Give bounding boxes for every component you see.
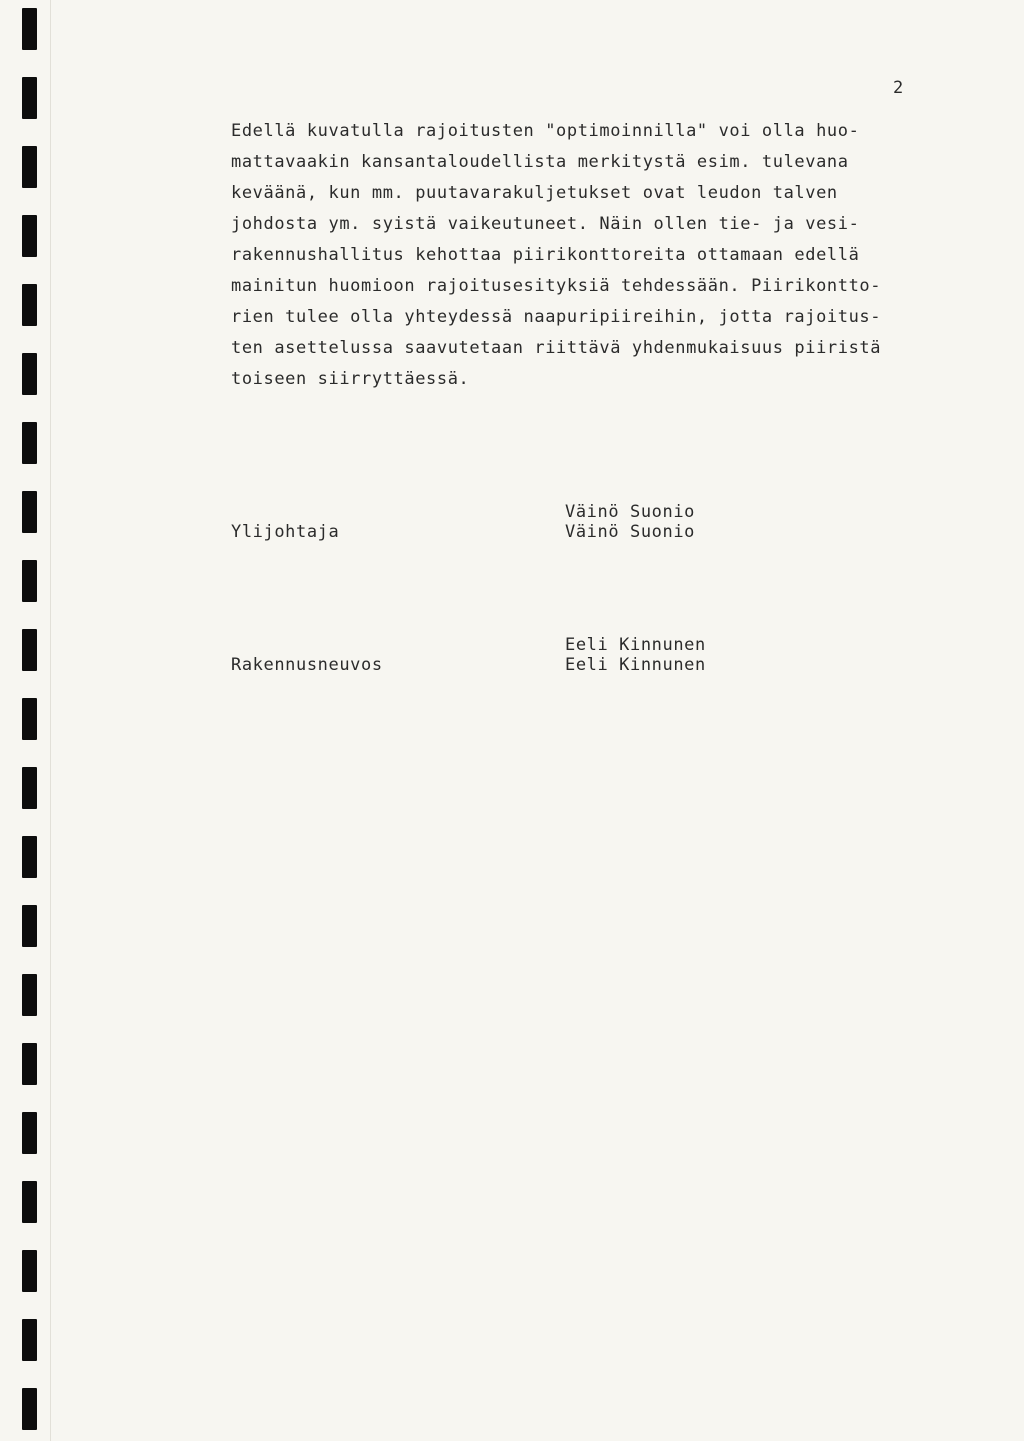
binding-hole xyxy=(22,698,37,740)
paragraph-line: toiseen siirryttäessä. xyxy=(231,369,470,389)
binding-hole xyxy=(22,629,37,671)
binding-hole xyxy=(22,491,37,533)
paragraph-line: johdosta ym. syistä vaikeutuneet. Näin ollen tie- ja vesi- xyxy=(231,214,860,234)
binding-hole xyxy=(22,8,37,50)
paragraph-line: rien tulee olla yhteydessä naapuripiireihin, jotta rajoitus- xyxy=(231,307,882,327)
signatory-name: Väinö Suonio xyxy=(565,522,696,542)
signatory-names xyxy=(565,502,695,542)
binding-hole xyxy=(22,353,37,395)
binding-hole xyxy=(22,146,37,188)
binding-hole xyxy=(22,422,37,464)
binding-hole xyxy=(22,836,37,878)
binding-hole xyxy=(22,905,37,947)
paragraph-line: keväänä, kun mm. puutavarakuljetukset ovat leudon talven xyxy=(231,183,838,203)
paragraph-line: rakennushallitus kehottaa piirikonttoreita ottamaan edellä xyxy=(231,245,860,265)
binding-hole xyxy=(22,1319,37,1361)
signature: Väinö Suonio xyxy=(565,502,696,522)
page-fold-line xyxy=(50,0,51,1441)
binding-hole xyxy=(22,215,37,257)
binding-hole xyxy=(22,974,37,1016)
binding-hole xyxy=(22,1112,37,1154)
binding-hole xyxy=(22,560,37,602)
binding-hole xyxy=(22,1043,37,1085)
binding-hole xyxy=(22,1250,37,1292)
paragraph-line: mattavaakin kansantaloudellista merkitystä esim. tulevana xyxy=(231,152,849,172)
page-number: 2 xyxy=(893,78,904,98)
body-paragraph xyxy=(231,116,991,395)
signature: Eeli Kinnunen xyxy=(565,635,706,655)
binding-hole xyxy=(22,1181,37,1223)
signatory-name: Eeli Kinnunen xyxy=(565,655,706,675)
paragraph-line: ten asettelussa saavutetaan riittävä yhdenmukaisuus piiristä xyxy=(231,338,882,358)
paragraph-line: Edellä kuvatulla rajoitusten "optimoinnilla" voi olla huo- xyxy=(231,121,860,141)
binding-hole xyxy=(22,767,37,809)
signatory-names xyxy=(565,635,706,675)
binding-hole xyxy=(22,1388,37,1430)
signatory-title: Rakennusneuvos xyxy=(231,655,383,675)
signatory-title: Ylijohtaja xyxy=(231,522,340,542)
binding-hole xyxy=(22,77,37,119)
paragraph-line: mainitun huomioon rajoitusesityksiä tehdessään. Piirikontto- xyxy=(231,276,882,296)
binding-hole xyxy=(22,284,37,326)
